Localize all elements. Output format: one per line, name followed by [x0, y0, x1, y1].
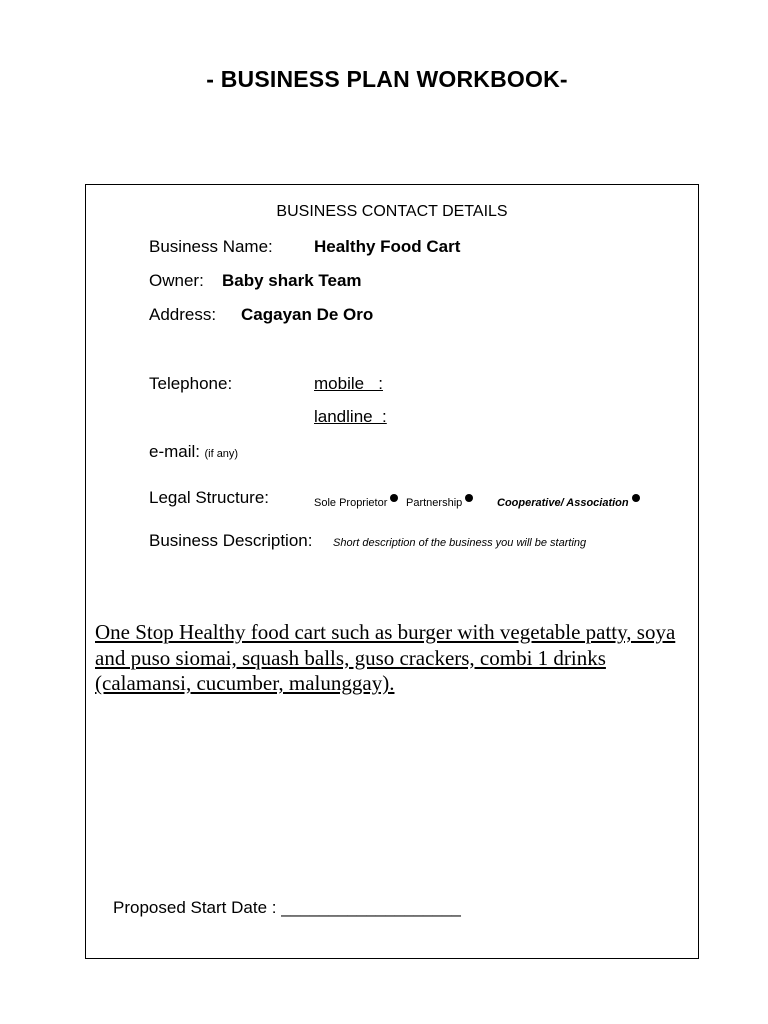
business-name-value: Healthy Food Cart	[314, 237, 461, 256]
bullet-icon	[632, 494, 640, 502]
business-description-text[interactable]: One Stop Healthy food cart such as burger with vegetable patty, soya and puso siomai, squash balls, guso crackers, combi 1 drinks (calamansi, cucumber, malunggay).	[95, 620, 676, 695]
option-label: Cooperative/ Association	[497, 497, 629, 509]
proposed-start-date-row	[113, 898, 461, 918]
mobile-field[interactable]: mobile :	[314, 374, 383, 393]
bullet-icon	[390, 494, 398, 502]
section-heading: BUSINESS CONTACT DETAILS	[276, 203, 508, 220]
telephone-label: Telephone:	[149, 374, 233, 393]
email-row	[149, 442, 238, 462]
legal-option-partnership[interactable]	[406, 494, 473, 509]
business-description-hint: Short description of the business you will be starting	[333, 537, 587, 549]
proposed-start-date-label: Proposed Start Date :	[113, 898, 277, 917]
owner-label: Owner:	[149, 271, 204, 290]
legal-option-sole-proprietor[interactable]	[314, 494, 398, 509]
bullet-icon	[465, 494, 473, 502]
address-value: Cagayan De Oro	[241, 305, 374, 324]
contact-details-box	[85, 184, 699, 959]
legal-structure-label: Legal Structure:	[149, 488, 270, 507]
legal-option-cooperative[interactable]	[497, 494, 640, 509]
proposed-start-date-field[interactable]: ___________________	[281, 898, 461, 917]
business-name-label: Business Name:	[149, 237, 273, 256]
option-label: Partnership	[406, 497, 463, 509]
email-note: (if any)	[204, 448, 239, 460]
business-description-label: Business Description:	[149, 531, 313, 550]
page-title: - BUSINESS PLAN WORKBOOK-	[206, 66, 568, 92]
email-label: e-mail:	[149, 442, 201, 461]
option-label: Sole Proprietor	[314, 497, 388, 509]
landline-field[interactable]: landline :	[314, 407, 387, 426]
address-label: Address:	[149, 305, 217, 324]
owner-value: Baby shark Team	[222, 271, 362, 290]
